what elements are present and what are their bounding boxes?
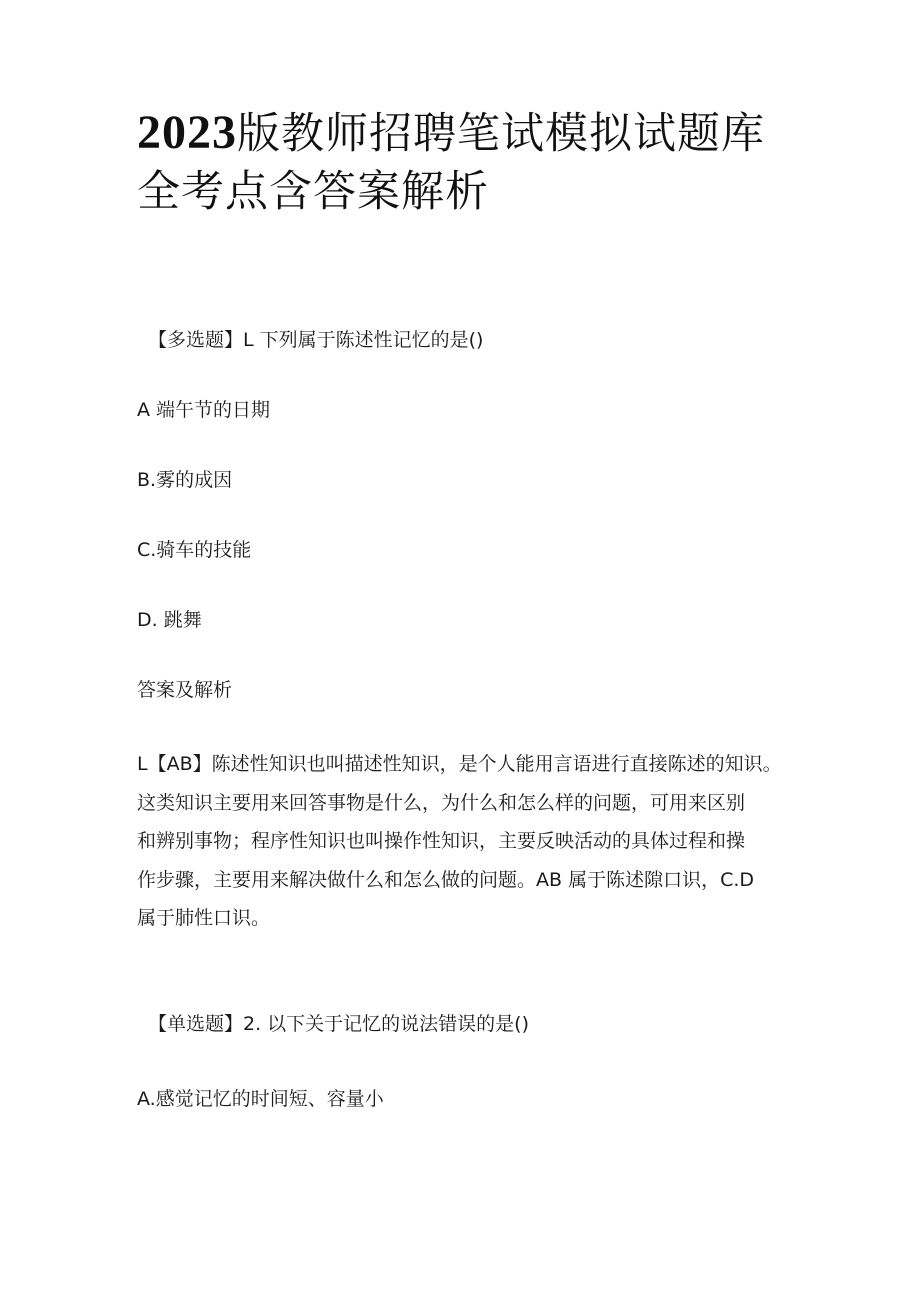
answer-heading: 答案及解析 [137, 679, 233, 701]
document-title [137, 104, 797, 221]
question-1-option-a: A 端午节的日期 [137, 399, 271, 421]
explanation-line: 属于肺性口识。 [137, 907, 271, 929]
explanation-line: 作步骤，主要用来解决做什么和怎么做的问题。AB 属于陈述隙口识，C.D [137, 868, 755, 891]
explanation-line: 这类知识主要用来回答事物是什么，为什么和怎么样的问题，可用来区别 [137, 791, 746, 814]
title-text: 版教师招聘笔试模拟试题库全考点含答案解析 [137, 109, 765, 217]
explanation-line: L【AB】陈述性知识也叫描述性知识，是个人能用言语进行直接陈述的知识。 [137, 753, 782, 775]
question-2-stem: 【单选题】2. 以下关于记忆的说法错误的是() [148, 1013, 529, 1035]
question-1-option-c: C.骑车的技能 [137, 539, 252, 561]
question-1-option-b: B.雾的成因 [137, 469, 233, 491]
question-1-stem: 【多选题】L 下列属于陈述性记忆的是() [148, 329, 484, 351]
question-2-option-a: A.感觉记忆的时间短、容量小 [137, 1088, 384, 1110]
explanation-line: 和辨别事物；程序性知识也叫操作性知识，主要反映活动的具体过程和操 [137, 830, 746, 852]
answer-explanation [137, 745, 787, 938]
question-1-option-d: D. 跳舞 [137, 609, 202, 631]
title-year: 2023 [137, 106, 237, 159]
